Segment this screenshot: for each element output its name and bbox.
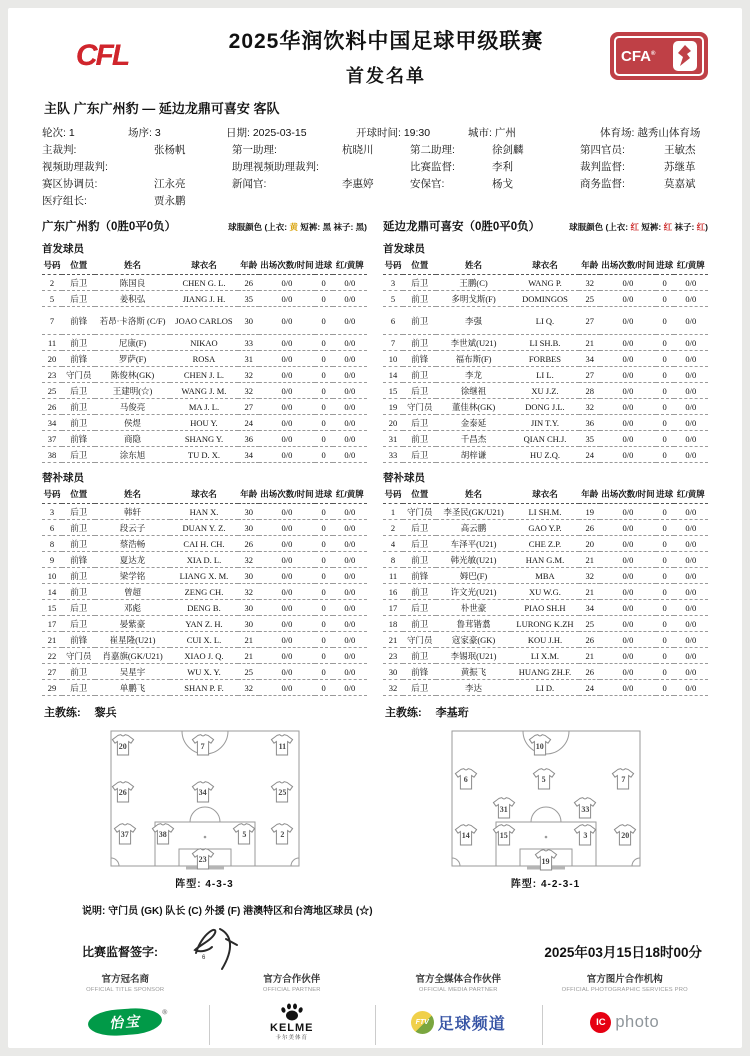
officials-row: 医疗组长: 贾永鹏: [42, 195, 186, 207]
player-jersey-icon: 23: [191, 848, 215, 870]
player-row: 17 后卫 晏紫豪 YAN Z. H. 30 0/0 0 0/0: [42, 616, 367, 632]
player-jersey-icon: 6: [454, 768, 478, 790]
player-row: 9 前锋 夏达龙 XIA D. L. 32 0/0 0 0/0: [42, 552, 367, 568]
icphoto-badge-icon: IC: [590, 1012, 611, 1033]
player-row: 14 前卫 李龙 LI L. 27 0/0 0 0/0: [383, 367, 708, 383]
player-row: 31 前卫 千昌杰 QIAN CH.J. 35 0/0 0 0/0: [383, 431, 708, 447]
away-team-name: 延边龙鼎可喜安（0胜0平0负）: [383, 221, 541, 233]
player-row: 26 前卫 马俊亮 MA J. L. 27 0/0 0 0/0: [42, 399, 367, 415]
football-channel-wordmark: 足球频道: [437, 1015, 506, 1033]
cestbon-logo-icon: 怡宝 ®: [87, 1006, 163, 1037]
info-item: 开球时间: 19:30: [356, 127, 431, 139]
player-row: 33 后卫 胡梓谦 HU Z.Q. 24 0/0 0 0/0: [383, 447, 708, 463]
player-jersey-icon: 20: [111, 734, 135, 756]
report-datetime: 2025年03月15日18时00分: [544, 945, 702, 960]
player-row: 32 后卫 李达 LI D. 24 0/0 0 0/0: [383, 680, 708, 696]
player-row: 25 后卫 王建明(☆) WANG J. M. 32 0/0 0 0/0: [42, 383, 367, 399]
player-row: 21 前锋 崔星隆(U21) CUI X. L. 21 0/0 0 0/0: [42, 632, 367, 648]
home-team-name: 广东广州豹（0胜0平0负）: [42, 221, 177, 233]
icphoto-wordmark: photo: [615, 1012, 660, 1031]
ftv-badge-icon: FTV: [411, 1011, 434, 1034]
player-row: 5 前卫 多明戈斯(F) DOMINGOS 25 0/0 0 0/0: [383, 291, 708, 307]
home-coach: 主教练: 黎兵: [44, 707, 117, 719]
supervisor-signature-label: 比赛监督签字:: [82, 945, 158, 959]
svg-text:6: 6: [202, 955, 206, 961]
officials-row: 主裁判: 张杨帆 第一助理: 杭晓川 第二助理: 徐剑麟 第四官员: 王敏杰: [42, 144, 696, 156]
title-block: [162, 25, 610, 88]
officials-grid: [42, 142, 708, 210]
player-row: 2 后卫 高云鹏 GAO Y.P. 26 0/0 0 0/0: [383, 520, 708, 536]
player-row: 7 前卫 李世斌(U21) LI SH.B. 21 0/0 0 0/0: [383, 335, 708, 351]
player-row: 34 前卫 侯煜 HOU Y. 24 0/0 0 0/0: [42, 415, 367, 431]
player-row: 2 后卫 陈国良 CHEN G. L. 26 0/0 0 0/0: [42, 275, 367, 291]
player-jersey-icon: 31: [492, 797, 516, 819]
officials-row: 视频助理裁判: 助理视频助理裁判: 比赛监督: 李利 裁判监督: 苏继革: [42, 161, 696, 173]
home-kit-colors: 球服颜色 (上衣: 黄 短裤: 黑 袜子: 黑): [228, 222, 367, 232]
player-row: 22 守门员 肖嘉旗(GK/U21) XIAO J. Q. 21 0/0 0 0/0: [42, 648, 367, 664]
player-row: 5 后卫 姜积弘 JIANG J. H. 35 0/0 0 0/0: [42, 291, 367, 307]
player-row: 3 后卫 王鹏(C) WANG P. 32 0/0 0 0/0: [383, 275, 708, 291]
player-row: 6 前卫 李强 LI Q. 27 0/0 0 0/0: [383, 307, 708, 335]
home-starters-label: 首发球员: [42, 243, 84, 255]
round-info-row: [42, 125, 708, 142]
team-columns: [42, 218, 708, 890]
matchup-line: 主队 广东广州豹 — 延边龙鼎可喜安 客队: [44, 101, 280, 116]
player-row: 7 前锋 若昂·卡洛斯 (C/F) JOAO CARLOS 30 0/0 0 0/0: [42, 307, 367, 335]
info-item: 城市: 广州: [468, 127, 516, 139]
player-jersey-icon: 25: [270, 781, 294, 803]
player-jersey-icon: 34: [191, 781, 215, 803]
legend-note: 说明: 守门员 (GK) 队长 (C) 外援 (F) 港澳特区和台湾地区球员 (☆): [82, 906, 373, 917]
home-formation-pitch: [110, 730, 300, 870]
info-item: 轮次: 1: [42, 127, 75, 139]
home-subs-label: 替补球员: [42, 472, 84, 484]
player-row: 1 守门员 李圣民(GK/U21) LI SH.M. 19 0/0 0 0/0: [383, 504, 708, 520]
cfl-league-logo: [42, 39, 162, 73]
player-row: 11 前卫 尼康(F) NIKAO 33 0/0 0 0/0: [42, 335, 367, 351]
player-jersey-icon: 19: [534, 849, 558, 871]
kelme-logo-icon: KELME 卡尔美体育: [270, 1003, 314, 1042]
player-row: 20 前锋 罗萨(F) ROSA 31 0/0 0 0/0: [42, 351, 367, 367]
sponsor-media: 官方全媒体合作伙伴 OFFICIAL MEDIA PARTNER FTV 足球频道: [375, 969, 542, 1051]
match-sheet-page: [8, 8, 742, 1048]
away-coach: 主教练: 李基珩: [385, 707, 469, 719]
player-row: 37 前锋 商隐 SHANG Y. 36 0/0 0 0/0: [42, 431, 367, 447]
cfl-logo-icon: CFL: [75, 39, 129, 72]
info-item: 场序: 3: [128, 127, 161, 139]
player-jersey-icon: 26: [111, 781, 135, 803]
player-row: 20 后卫 金泰延 JIN T.Y. 36 0/0 0 0/0: [383, 415, 708, 431]
player-row: 30 前锋 黄振飞 HUANG ZH.F. 26 0/0 0 0/0: [383, 664, 708, 680]
player-row: 4 后卫 车泽平(U21) CHE Z.P. 20 0/0 0 0/0: [383, 536, 708, 552]
sponsor-title: 官方冠名商 OFFICIAL TITLE SPONSOR 怡宝 ®: [42, 969, 209, 1051]
player-row: 27 前卫 吴星宇 WU X. Y. 25 0/0 0 0/0: [42, 664, 367, 680]
player-jersey-icon: 5: [532, 768, 556, 790]
player-jersey-icon: 7: [191, 734, 215, 756]
away-subs-table: 号码 位置 姓名 球衣名 年龄 出场次数/时间 进球 红/黄牌 1 守门员 李圣民(GK/U21) LI SH.M. 19 0/0 0 0/0 2 后卫 高云鹏 GAO Y.P. 26 0/0 0 0/0 4 后卫 车泽平(U21) CHE Z.P. 20 0/0 0 0/0 8 前卫 韩光敏(U21) HAN G.M. 21 0/0 0 0/0 11 前锋 姆巴(F) MBA 32 0/0 0 0/0 16 前卫 许文光(U21) XU W.G. 21 0/0 0 0/0 17 后卫 朴世豪 PIAO SH.H 34 0/0 0 0/0 18 前卫 鲁茸锴翥 LURONG K.ZH 25 0/0 0 0/0 21 守门员 寇家豪(GK) KOU J.H. 26 0/0 0 0/0 23 前卫 李锡珉(U21) LI X.M. 21 0/0 0 0/0 30 前锋 黄振飞 HUANG ZH.F. 26 0/0 0 0/0 32 后卫 李达 LI D. 24 0/0 0 0/0: [383, 487, 708, 696]
sponsor-partner: 官方合作伙伴 OFFICIAL PARTNER KELME 卡尔美体育: [209, 969, 376, 1051]
player-row: 29 后卫 单鹏飞 SHAN P. F. 32 0/0 0 0/0: [42, 680, 367, 696]
player-jersey-icon: 3: [573, 824, 597, 846]
player-row: 6 前卫 段云子 DUAN Y. Z. 30 0/0 0 0/0: [42, 520, 367, 536]
player-row: 8 前卫 蔡浩畅 CAI H. CH. 26 0/0 0 0/0: [42, 536, 367, 552]
player-row: 15 后卫 邓彪 DENG B. 30 0/0 0 0/0: [42, 600, 367, 616]
player-row: 8 前卫 韩光敏(U21) HAN G.M. 21 0/0 0 0/0: [383, 552, 708, 568]
supervisor-signature: [182, 919, 260, 975]
away-starters-label: 首发球员: [383, 243, 425, 255]
sponsor-strip: [42, 969, 708, 1051]
signature-row: [42, 939, 708, 965]
home-team-column: [42, 218, 367, 890]
player-row: 15 后卫 徐继祖 XU J.Z. 28 0/0 0 0/0: [383, 383, 708, 399]
player-row: 21 守门员 寇家豪(GK) KOU J.H. 26 0/0 0 0/0: [383, 632, 708, 648]
away-kit-colors: 球服颜色 (上衣: 红 短裤: 红 袜子: 红): [569, 222, 708, 232]
cfa-emblem-icon: [673, 41, 697, 71]
home-formation-label: 阵型: 4-3-3: [175, 879, 234, 890]
player-row: 16 前卫 许文光(U21) XU W.G. 21 0/0 0 0/0: [383, 584, 708, 600]
player-row: 38 后卫 涂东旭 TU D. X. 34 0/0 0 0/0: [42, 447, 367, 463]
player-row: 18 前卫 鲁茸锴翥 LURONG K.ZH 25 0/0 0 0/0: [383, 616, 708, 632]
player-jersey-icon: 38: [151, 823, 175, 845]
officials-row: 赛区协调员: 江永亮 新闻官: 李惠婷 安保官: 杨戈 商务监督: 莫嘉斌: [42, 178, 696, 190]
player-row: 3 后卫 韩轩 HAN X. 30 0/0 0 0/0: [42, 504, 367, 520]
player-jersey-icon: 14: [454, 824, 478, 846]
player-jersey-icon: 20: [613, 824, 637, 846]
info-item: 体育场: 越秀山体育场: [600, 127, 701, 139]
away-formation-label: 阵型: 4-2-3-1: [510, 879, 581, 890]
sheet-header: [42, 20, 708, 92]
player-row: 10 前锋 福布斯(F) FORBES 34 0/0 0 0/0: [383, 351, 708, 367]
player-jersey-icon: 33: [573, 797, 597, 819]
home-starters-table: 号码 位置 姓名 球衣名 年龄 出场次数/时间 进球 红/黄牌 2 后卫 陈国良 CHEN G. L. 26 0/0 0 0/0 5 后卫 姜积弘 JIANG J. H. 35 0/0 0 0/0 7 前锋 若昂·卡洛斯 (C/F) JOAO CARLOS 30 0/0 0 0/0 11 前卫 尼康(F) NIKAO 33 0/0 0 0/0 20 前锋 罗萨(F) ROSA 31 0/0 0 0/0 23 守门员 陈俊林(GK) CHEN J. L. 32 0/0 0 0/0 25 后卫 王建明(☆) WANG J. M. 32 0/0 0 0/0 26 前卫 马俊亮 MA J. L. 27 0/0 0 0/0 34 前卫 侯煜 HOU Y. 24 0/0 0 0/0 37 前锋 商隐 SHANG Y. 36 0/0 0 0/0 38 后卫 涂东旭 TU D. X. 34 0/0 0 0/0: [42, 258, 367, 463]
cfa-logo: CFA®: [610, 32, 708, 80]
away-team-column: [383, 218, 708, 890]
sponsor-photo: 官方图片合作机构 OFFICIAL PHOTOGRAPHIC SERVICES PRO IC photo: [542, 969, 709, 1051]
player-jersey-icon: 5: [232, 823, 256, 845]
player-jersey-icon: 2: [270, 823, 294, 845]
home-subs-table: 号码 位置 姓名 球衣名 年龄 出场次数/时间 进球 红/黄牌 3 后卫 韩轩 HAN X. 30 0/0 0 0/0 6 前卫 段云子 DUAN Y. Z. 30 0/0 0 0/0 8 前卫 蔡浩畅 CAI H. CH. 26 0/0 0 0/0 9 前锋 夏达龙 XIA D. L. 32 0/0 0 0/0 10 前卫 梁学铭 LIANG X. M. 30 0/0 0 0/0 14 前卫 曾超 ZENG CH. 32 0/0 0 0/0 15 后卫 邓彪 DENG B. 30 0/0 0 0/0 17 后卫 晏紫豪 YAN Z. H. 30 0/0 0 0/0 21 前锋 崔星隆(U21) CUI X. L. 21 0/0 0 0/0 22 守门员 肖嘉旗(GK/U21) XIAO J. Q. 21 0/0 0 0/0 27 前卫 吴星宇 WU X. Y. 25 0/0 0 0/0 29 后卫 单鹏飞 SHAN P. F. 32 0/0 0 0/0: [42, 487, 367, 696]
player-jersey-icon: 11: [270, 734, 294, 756]
away-starters-table: 号码 位置 姓名 球衣名 年龄 出场次数/时间 进球 红/黄牌 3 后卫 王鹏(C) WANG P. 32 0/0 0 0/0 5 前卫 多明戈斯(F) DOMINGOS 25 0/0 0 0/0 6 前卫 李强 LI Q. 27 0/0 0 0/0 7 前卫 李世斌(U21) LI SH.B. 21 0/0 0 0/0 10 前锋 福布斯(F) FORBES 34 0/0 0 0/0 14 前卫 李龙 LI L. 27 0/0 0 0/0 15 后卫 徐继祖 XU J.Z. 28 0/0 0 0/0 19 守门员 董佳林(GK) DONG J.L. 32 0/0 0 0/0 20 后卫 金泰延 JIN T.Y. 36 0/0 0 0/0 31 前卫 千昌杰 QIAN CH.J. 35 0/0 0 0/0 33 后卫 胡梓谦 HU Z.Q. 24 0/0 0 0/0: [383, 258, 708, 463]
player-jersey-icon: 10: [528, 734, 552, 756]
sheet-title: 首发名单: [346, 65, 426, 86]
player-row: 19 守门员 董佳林(GK) DONG J.L. 32 0/0 0 0/0: [383, 399, 708, 415]
player-jersey-icon: 7: [611, 768, 635, 790]
player-row: 23 守门员 陈俊林(GK) CHEN J. L. 32 0/0 0 0/0: [42, 367, 367, 383]
player-row: 23 前卫 李锡珉(U21) LI X.M. 21 0/0 0 0/0: [383, 648, 708, 664]
league-title: 2025华润饮料中国足球甲级联赛: [228, 29, 544, 53]
player-jersey-icon: 37: [113, 823, 137, 845]
away-formation-pitch: [451, 730, 641, 870]
away-subs-label: 替补球员: [383, 472, 425, 484]
player-row: 11 前锋 姆巴(F) MBA 32 0/0 0 0/0: [383, 568, 708, 584]
player-jersey-icon: 15: [492, 824, 516, 846]
player-row: 14 前卫 曾超 ZENG CH. 32 0/0 0 0/0: [42, 584, 367, 600]
player-row: 17 后卫 朴世豪 PIAO SH.H 34 0/0 0 0/0: [383, 600, 708, 616]
info-item: 日期: 2025-03-15: [226, 127, 307, 139]
player-row: 10 前卫 梁学铭 LIANG X. M. 30 0/0 0 0/0: [42, 568, 367, 584]
